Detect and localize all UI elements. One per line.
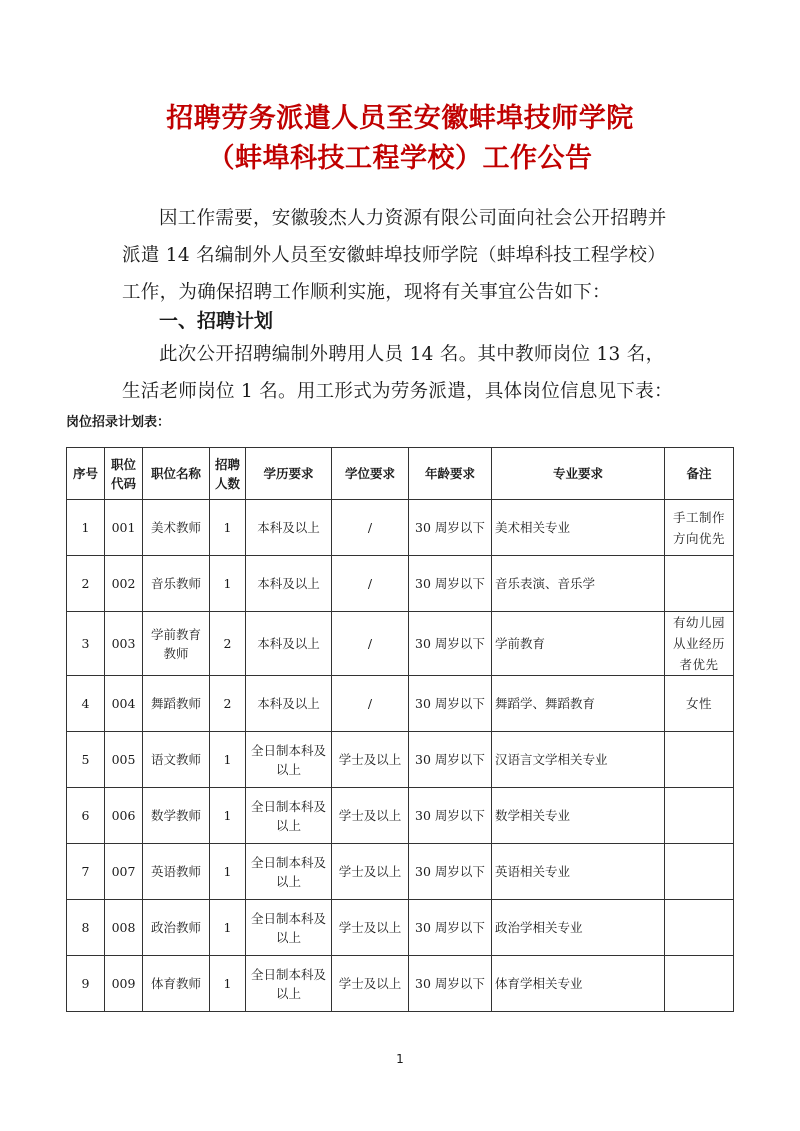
cell-education: 全日制本科及以上 (246, 732, 332, 788)
table-row (67, 500, 734, 556)
cell-education: 本科及以上 (246, 676, 332, 732)
cell-code: 002 (105, 556, 143, 612)
cell-name: 英语教师 (143, 844, 210, 900)
cell-age: 30 周岁以下 (409, 956, 492, 1012)
table-row (67, 900, 734, 956)
header-major: 专业要求 (492, 448, 665, 500)
cell-remarks (665, 788, 734, 844)
cell-degree: 学士及以上 (332, 844, 409, 900)
cell-age: 30 周岁以下 (409, 556, 492, 612)
cell-major: 政治学相关专业 (492, 900, 665, 956)
cell-seq: 8 (67, 900, 105, 956)
cell-count: 1 (210, 844, 246, 900)
cell-education: 全日制本科及以上 (246, 956, 332, 1012)
cell-count: 1 (210, 556, 246, 612)
cell-major: 美术相关专业 (492, 500, 665, 556)
cell-seq: 5 (67, 732, 105, 788)
header-seq: 序号 (67, 448, 105, 500)
cell-education: 全日制本科及以上 (246, 788, 332, 844)
cell-degree: / (332, 500, 409, 556)
cell-remarks (665, 956, 734, 1012)
cell-seq: 3 (67, 612, 105, 676)
cell-age: 30 周岁以下 (409, 788, 492, 844)
cell-remarks (665, 556, 734, 612)
cell-education: 本科及以上 (246, 500, 332, 556)
cell-remarks (665, 732, 734, 788)
cell-degree: 学士及以上 (332, 732, 409, 788)
cell-degree: 学士及以上 (332, 900, 409, 956)
table-caption: 岗位招录计划表： (66, 415, 171, 430)
cell-name: 音乐教师 (143, 556, 210, 612)
header-degree: 学位要求 (332, 448, 409, 500)
cell-major: 汉语言文学相关专业 (492, 732, 665, 788)
table-header-row (67, 448, 734, 500)
cell-count: 1 (210, 956, 246, 1012)
intro-paragraph: 因工作需要，安徽骏杰人力资源有限公司面向社会公开招聘并派遣 14 名编制外人员至安徽蚌埠技师学院（蚌埠科技工程学校）工作，为确保招聘工作顺利实施，现将有关事宜公告如下： (122, 208, 667, 303)
header-education: 学历要求 (246, 448, 332, 500)
cell-name: 舞蹈教师 (143, 676, 210, 732)
cell-degree: / (332, 676, 409, 732)
cell-seq: 6 (67, 788, 105, 844)
cell-seq: 1 (67, 500, 105, 556)
cell-name: 学前教育教师 (143, 612, 210, 676)
header-position-code: 职位代码 (105, 448, 143, 500)
recruitment-plan-paragraph: 此次公开招聘编制外聘用人员 14 名。其中教师岗位 13 名，生活老师岗位 1 名。用工形式为劳务派遣，具体岗位信息见下表： (122, 344, 673, 402)
cell-major: 体育学相关专业 (492, 956, 665, 1012)
cell-age: 30 周岁以下 (409, 500, 492, 556)
cell-education: 全日制本科及以上 (246, 900, 332, 956)
cell-education: 全日制本科及以上 (246, 844, 332, 900)
cell-name: 美术教师 (143, 500, 210, 556)
cell-seq: 2 (67, 556, 105, 612)
cell-major: 数学相关专业 (492, 788, 665, 844)
header-age: 年龄要求 (409, 448, 492, 500)
table-row (67, 612, 734, 676)
cell-code: 005 (105, 732, 143, 788)
cell-age: 30 周岁以下 (409, 612, 492, 676)
cell-age: 30 周岁以下 (409, 900, 492, 956)
cell-code: 006 (105, 788, 143, 844)
cell-name: 体育教师 (143, 956, 210, 1012)
table-row (67, 732, 734, 788)
cell-remarks: 有幼儿园从业经历者优先 (665, 612, 734, 676)
cell-age: 30 周岁以下 (409, 844, 492, 900)
document-title-line-1: 招聘劳务派遣人员至安徽蚌埠技师学院 (166, 103, 634, 134)
table-row (67, 788, 734, 844)
cell-remarks: 手工制作方向优先 (665, 500, 734, 556)
header-headcount: 招聘人数 (210, 448, 246, 500)
cell-count: 1 (210, 500, 246, 556)
table-row (67, 556, 734, 612)
cell-education: 本科及以上 (246, 556, 332, 612)
cell-count: 1 (210, 788, 246, 844)
cell-degree: 学士及以上 (332, 788, 409, 844)
cell-degree: / (332, 612, 409, 676)
cell-remarks: 女性 (665, 676, 734, 732)
cell-name: 数学教师 (143, 788, 210, 844)
cell-major: 舞蹈学、舞蹈教育 (492, 676, 665, 732)
table-row (67, 844, 734, 900)
cell-name: 政治教师 (143, 900, 210, 956)
cell-count: 1 (210, 900, 246, 956)
section-heading-recruitment-plan: 一、招聘计划 (159, 310, 274, 332)
cell-education: 本科及以上 (246, 612, 332, 676)
cell-name: 语文教师 (143, 732, 210, 788)
cell-code: 004 (105, 676, 143, 732)
cell-count: 1 (210, 732, 246, 788)
table-row (67, 676, 734, 732)
table-row (67, 956, 734, 1012)
cell-major: 英语相关专业 (492, 844, 665, 900)
cell-count: 2 (210, 612, 246, 676)
cell-code: 001 (105, 500, 143, 556)
cell-degree: / (332, 556, 409, 612)
cell-remarks (665, 844, 734, 900)
cell-major: 音乐表演、音乐学 (492, 556, 665, 612)
position-plan-table (66, 447, 734, 1012)
cell-seq: 4 (67, 676, 105, 732)
cell-seq: 9 (67, 956, 105, 1012)
cell-age: 30 周岁以下 (409, 732, 492, 788)
header-position-name: 职位名称 (143, 448, 210, 500)
cell-age: 30 周岁以下 (409, 676, 492, 732)
cell-code: 003 (105, 612, 143, 676)
cell-count: 2 (210, 676, 246, 732)
cell-code: 009 (105, 956, 143, 1012)
cell-seq: 7 (67, 844, 105, 900)
cell-code: 008 (105, 900, 143, 956)
cell-major: 学前教育 (492, 612, 665, 676)
document-title-line-2: （蚌埠科技工程学校）工作公告 (207, 143, 593, 174)
cell-degree: 学士及以上 (332, 956, 409, 1012)
cell-remarks (665, 900, 734, 956)
header-remarks: 备注 (665, 448, 734, 500)
page-number: 1 (396, 1052, 404, 1066)
cell-code: 007 (105, 844, 143, 900)
